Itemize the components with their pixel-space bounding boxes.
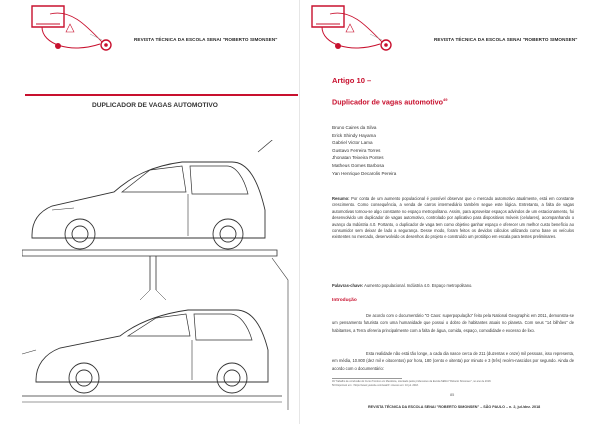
author: Bruno Caires da Silva — [332, 125, 377, 130]
left-page-title: DUPLICADOR DE VAGAS AUTOMOTIVO — [92, 102, 218, 109]
journal-name: REVISTA TÉCNICA DA ESCOLA SENAI "ROBERTO SIMONSEN" — [134, 37, 278, 42]
article-title-text: Duplicador de vagas automotivo — [332, 97, 444, 107]
author: Erick Shindy Hayama — [332, 132, 376, 138]
author-list — [332, 124, 572, 177]
footnote-rule — [332, 378, 402, 379]
article-title — [332, 97, 447, 106]
author: Gabriel Victor Lama — [332, 140, 373, 146]
footnote: 50 Disponível em: <https://www.youtube.com/watch> Acesso em: 10 jul. 2018. — [332, 384, 419, 387]
keywords — [332, 283, 574, 288]
school-logo-right — [310, 4, 400, 60]
intro-heading: Introdução — [332, 298, 357, 303]
author: Yan Henrique Decarolis Pereira — [332, 170, 397, 176]
author: Gustavo Ferreira Torres — [332, 147, 381, 153]
abstract — [332, 196, 574, 241]
keywords-text: Aumento populacional. Indústria 4.0. Espaço metropolitano. — [364, 283, 473, 288]
page-number: 85 — [450, 393, 455, 397]
page-footer: REVISTA TÉCNICA DA ESCOLA SENAI "ROBERTO SIMONSEN" – SÃO PAULO – n. 2, jul./dez. 2018 — [368, 405, 541, 409]
footnotes — [332, 380, 576, 388]
title-footnote-marks: 49 — [443, 97, 448, 102]
abstract-label: Resumo: — [332, 196, 350, 201]
abstract-text: Por conta de um aumento populacional é possível observar que o mercado automotivo atualmente, está em constante crescimento. Como consequência, a venda de carros intermediário também segue este lógica. Entretanto, a falta de vagas automotivas tornou-se algo constante no espaço metropolitano. Assim, para aproveitar espaços advindos de um estacionamento, foi desenvolvido um duplicador de vagas automotivo, controlado por aplicativo para dispositivos móveis (celulares), acompanhando o avanço da Indústria 4.0. Portanto, o duplicador de vaga tem como objetivo ganhar espaço e oferecer um melhor custo benefício ao consumidor sem deixar de lado a segurança. Desse modo, foram feitos os devidos cálculos utilizando como base os veículos existentes no mercado, desenvolvido os desenhos do projeto e construído um protótipo em escala para testes preliminares. — [332, 196, 574, 240]
keywords-label: Palavras-chave: — [332, 283, 364, 288]
car-lift-drawing — [22, 140, 292, 410]
footnote: 49 Trabalho de conclusão do Curso Técnico em Mecânica, orientado pelos professores da Escola SENAI "Roberto Simonsen", no ano de 2018. — [332, 380, 492, 383]
author: Matheus Gomes Barbosa — [332, 162, 385, 168]
intro-paragraph-1: De acordo com o documentário "O Caos: superpopulação" feito pela National Geographic em 2011, demonstra-se um pensamento futurista com uma humanidade que possui o dobro de habitantes atuais no planeta. Com seus "14 bilhões" de habitantes, a Terra ofereria principalmente com a falta de água, comida, espaço, comodidade e excesso de lixo. — [332, 313, 574, 333]
journal-name-right: REVISTA TÉCNICA DA ESCOLA SENAI "ROBERTO SIMONSEN" — [434, 37, 578, 42]
intro-paragraph-2: Esta realidade não está tão longe, a cada dia nasce cerca de 211 (duzentas e onze) mil pessoas, isso representa, em média, 10.800 (dez mil e oitocentos) por hora, 180 (cento e oitenta) por minuto e 3 (três) recém-nascidos por segundo. Ainda de acordo com o documentário: — [332, 351, 574, 371]
school-logo — [30, 4, 120, 60]
title-rule — [25, 94, 298, 96]
author: Jhonatan Teixeira Pontes — [332, 155, 384, 161]
article-label: Artigo 10 – — [332, 76, 372, 85]
